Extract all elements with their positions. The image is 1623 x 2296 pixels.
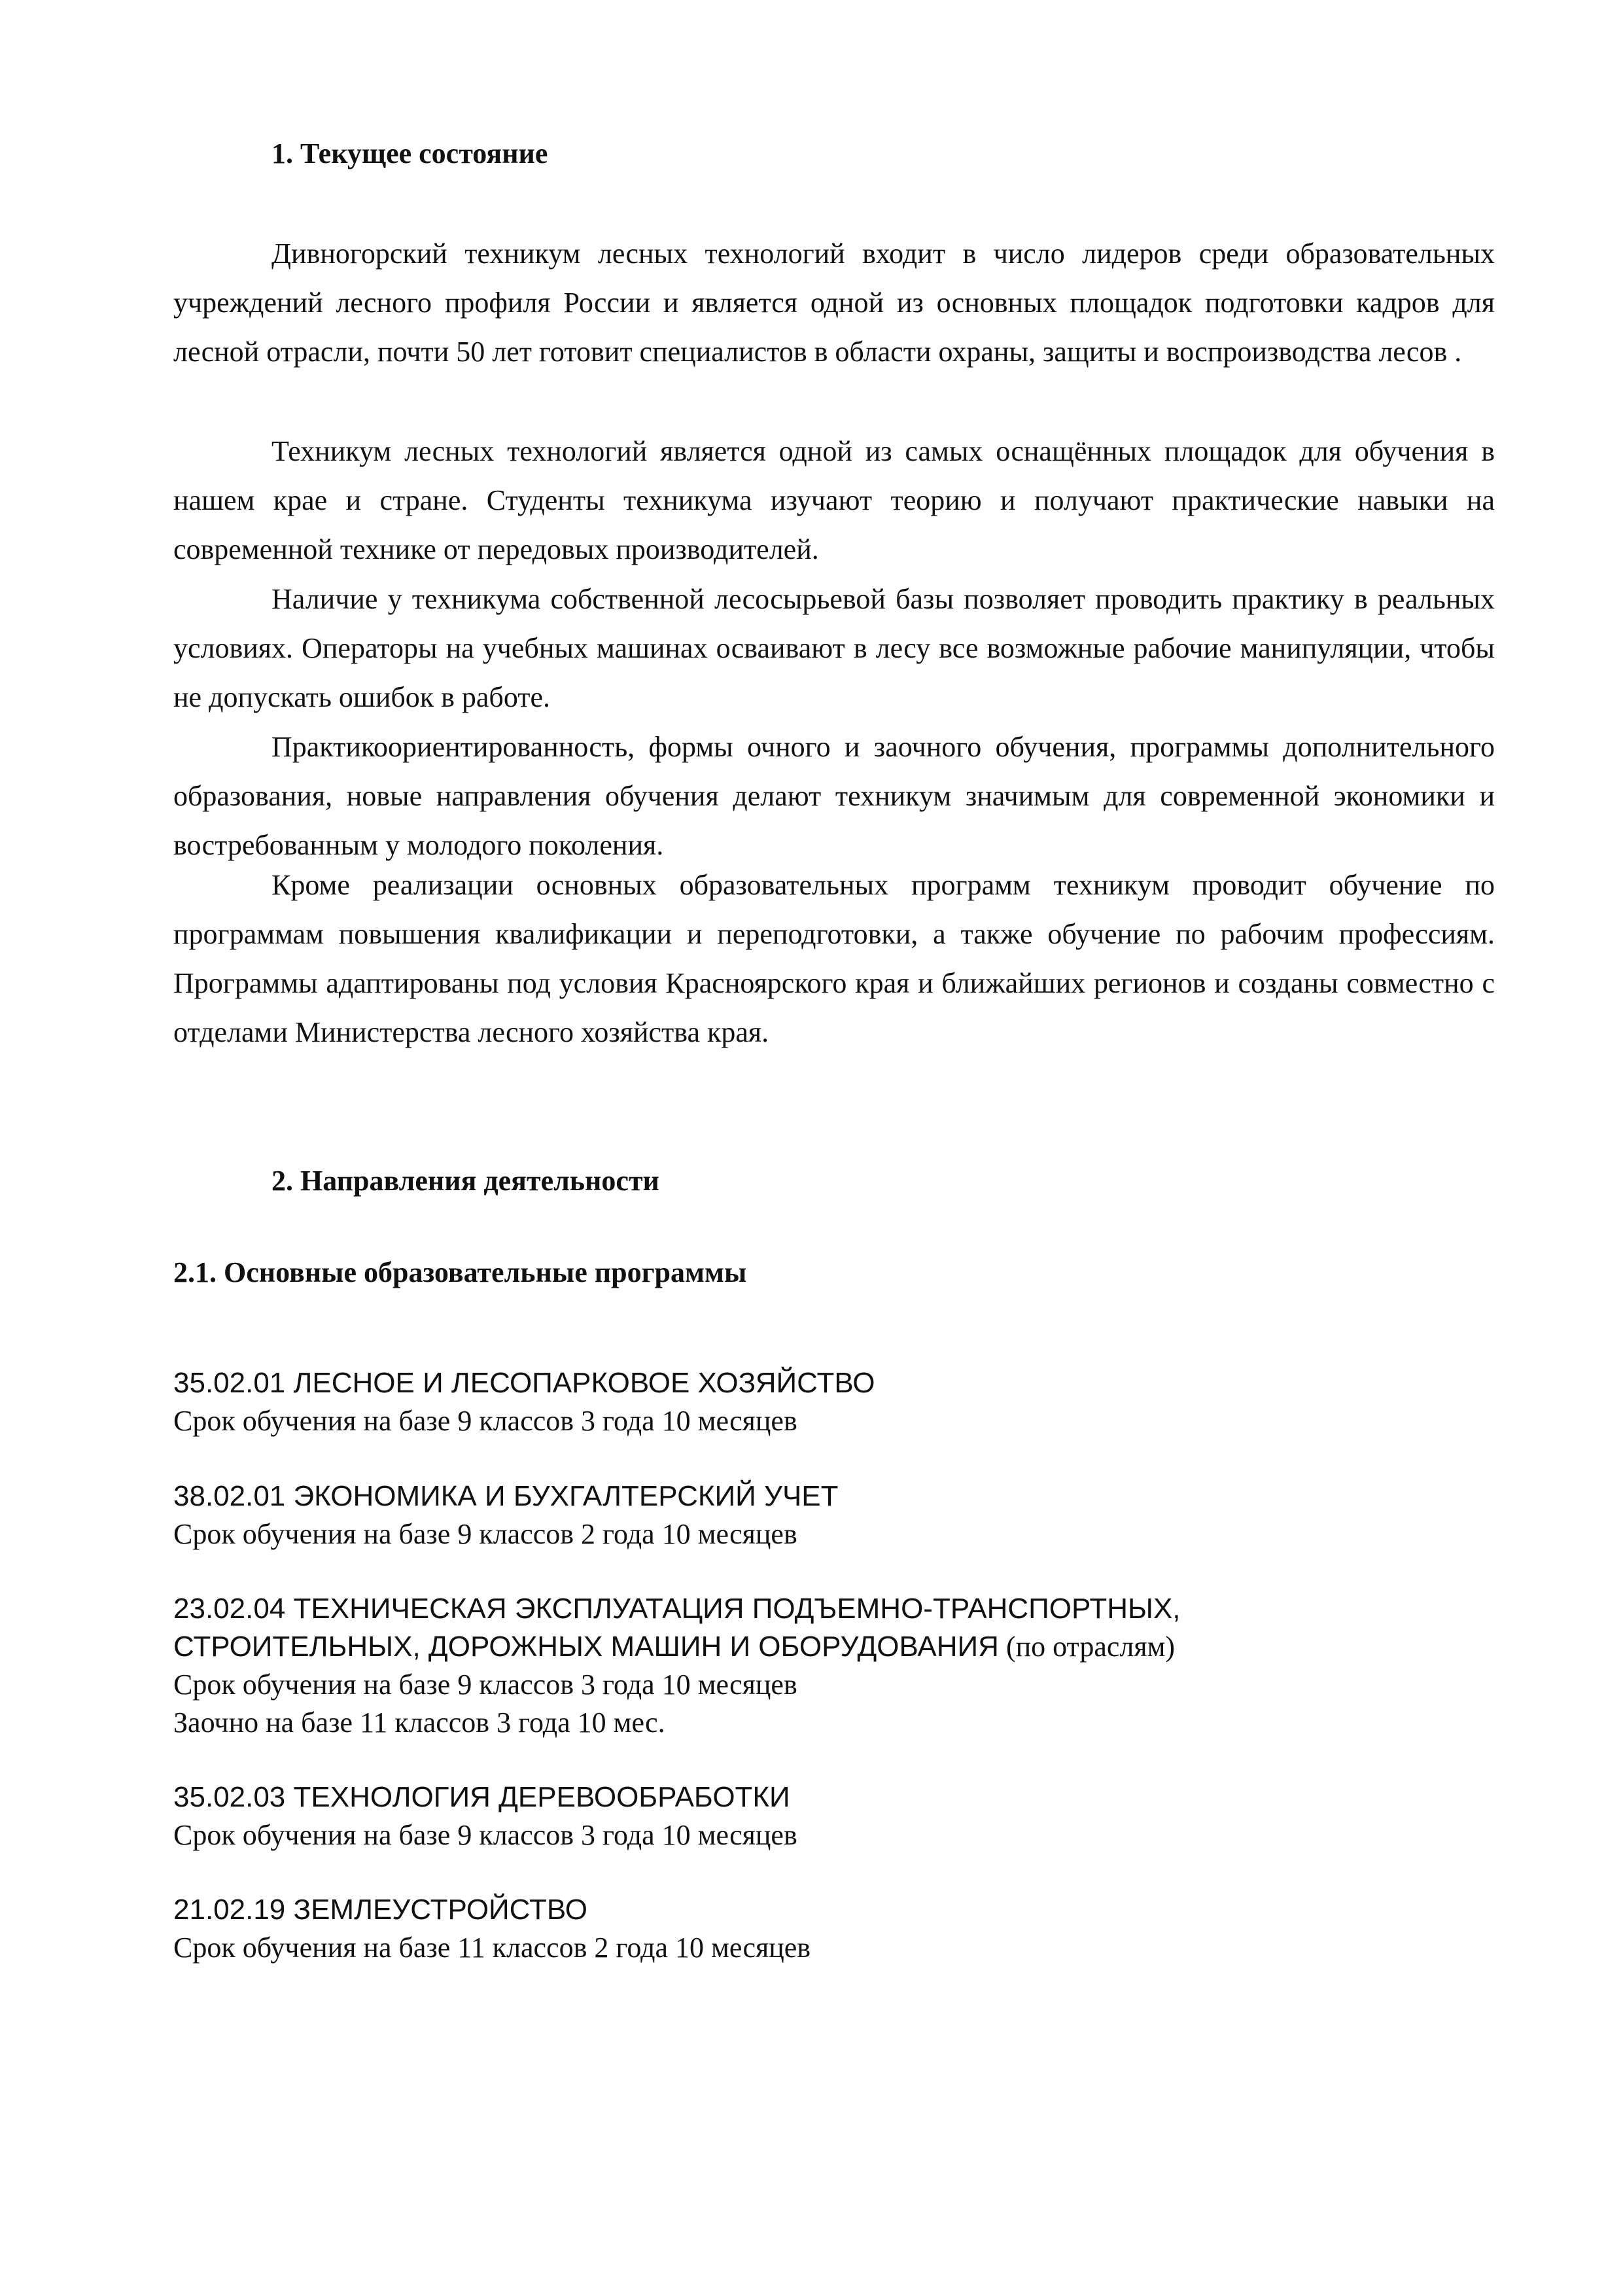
paragraph-4: Практикоориентированность, формы очного и заочного обучения, программы дополнительного образования, новые направления обучения делают техникум значимым для современной экономики и востребованным у молодого поколения. xyxy=(173,731,1495,861)
program-title: 38.02.01 ЭКОНОМИКА И БУХГАЛТЕРСКИЙ УЧЕТ xyxy=(173,1480,839,1512)
program-title: 35.02.03 ТЕХНОЛОГИЯ ДЕРЕВООБРАБОТКИ xyxy=(173,1781,790,1813)
program-title: 23.02.04 ТЕХНИЧЕСКАЯ ЭКСПЛУАТАЦИЯ ПОДЪЕМНО-ТРАНСПОРТНЫХ, xyxy=(173,1593,1181,1625)
paragraph-3: Наличие у техникума собственной лесосырьевой базы позволяет проводить практику в реальных условиях. Операторы на учебных машинах осваивают в лесу все возможные рабочие манипуляции, чтобы не допускать ошибок в работе. xyxy=(173,583,1495,713)
program-detail: Срок обучения на базе 11 классов 2 года 10 месяцев xyxy=(173,1932,811,1964)
section-2-heading: 2. Направления деятельности xyxy=(271,1165,659,1197)
program-block-2 xyxy=(173,1477,1547,1553)
program-title-suffix: (по отраслям) xyxy=(1005,1631,1176,1663)
program-detail: Заочно на базе 11 классов 3 года 10 мес. xyxy=(173,1706,665,1739)
program-block-1 xyxy=(173,1364,1547,1440)
section-2-1-heading: 2.1. Основные образовательные программы xyxy=(173,1256,747,1288)
program-detail: Срок обучения на базе 9 классов 3 года 10 месяцев xyxy=(173,1819,797,1851)
section-1-heading: 1. Текущее состояние xyxy=(271,137,548,169)
program-title: 21.02.19 ЗЕМЛЕУСТРОЙСТВО xyxy=(173,1894,587,1926)
program-detail: Срок обучения на базе 9 классов 2 года 10 месяцев xyxy=(173,1518,797,1550)
program-detail: Срок обучения на базе 9 классов 3 года 10 месяцев xyxy=(173,1669,797,1701)
program-block-3 xyxy=(173,1590,1547,1742)
program-title-continuation: СТРОИТЕЛЬНЫХ, ДОРОЖНЫХ МАШИН И ОБОРУДОВАНИЯ xyxy=(173,1631,999,1663)
paragraph-5: Кроме реализации основных образовательных программ техникум проводит обучение по программам повышения квалификации и переподготовки, а также обучение по рабочим профессиям. Программы адаптированы под условия Красноярского края и ближайших регионов и созданы совместно с отделами Министерства лесного хозяйства края. xyxy=(173,869,1495,1048)
program-title-line-2 xyxy=(173,1628,1547,1666)
program-block-5 xyxy=(173,1891,1547,1967)
paragraph-1: Дивногорский техникум лесных технологий входит в число лидеров среди образовательных учреждений лесного профиля России и является одной из основных площадок подготовки кадров для лесной отрасли, почти 50 лет готовит специалистов в области охраны, защиты и воспроизводства лесов . xyxy=(173,238,1495,368)
program-block-4 xyxy=(173,1778,1547,1854)
paragraph-2: Техникум лесных технологий является одной из самых оснащённых площадок для обучения в нашем крае и стране. Студенты техникума изучают теорию и получают практические навыки на современной технике от передовых производителей. xyxy=(173,435,1495,565)
program-detail: Срок обучения на базе 9 классов 3 года 10 месяцев xyxy=(173,1405,797,1437)
program-title: 35.02.01 ЛЕСНОЕ И ЛЕСОПАРКОВОЕ ХОЗЯЙСТВО xyxy=(173,1367,875,1399)
